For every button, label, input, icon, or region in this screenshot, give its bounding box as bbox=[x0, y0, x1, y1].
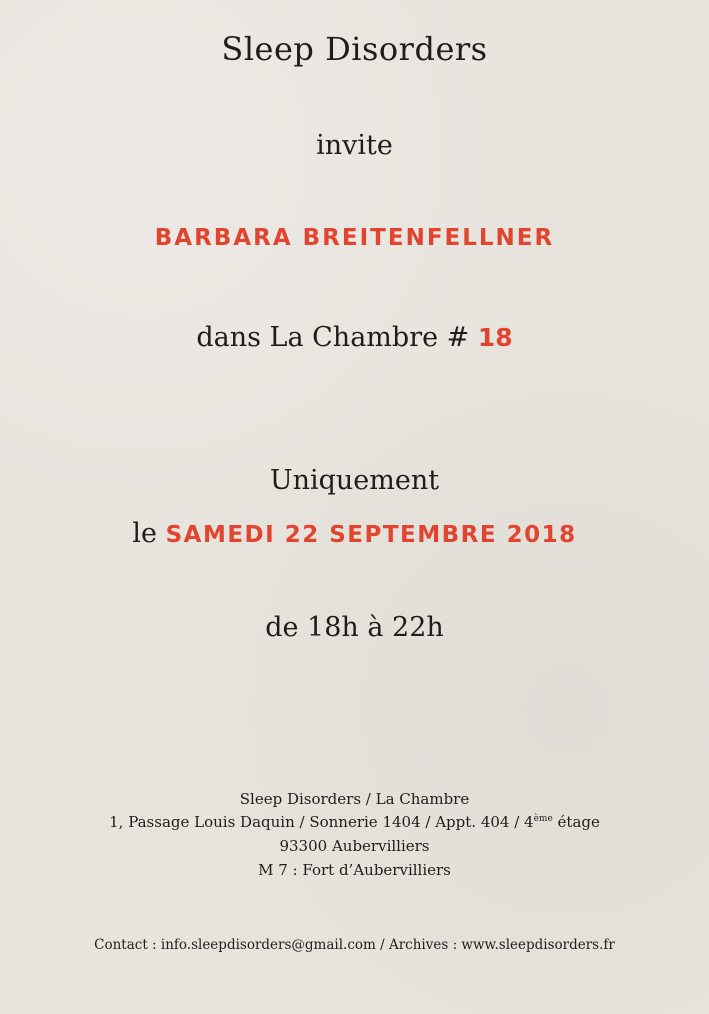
uniquement-text: Uniquement bbox=[269, 465, 440, 496]
artist-name: BARBARA BREITENFELLNER bbox=[154, 225, 555, 251]
venue-prefix: dans La Chambre # bbox=[196, 322, 470, 353]
address-line-1: Sleep Disorders / La Chambre bbox=[239, 790, 470, 808]
venue-number: 18 bbox=[477, 323, 513, 352]
venue-line bbox=[0, 322, 709, 353]
address-line-2-main: 1, Passage Louis Daquin / Sonnerie 1404 / Appt. 404 / 4 bbox=[109, 813, 534, 831]
address-line-2 bbox=[0, 813, 709, 831]
address-line-2-end: étage bbox=[552, 813, 600, 831]
page-title: Sleep Disorders bbox=[221, 30, 488, 68]
address-line-2-sup: ème bbox=[533, 814, 553, 824]
address-line-3: 93300 Aubervilliers bbox=[279, 837, 430, 855]
invite-text: invite bbox=[316, 130, 393, 161]
event-hours: de 18h à 22h bbox=[265, 612, 444, 643]
event-date: SAMEDI 22 SEPTEMBRE 2018 bbox=[165, 522, 577, 548]
address-line-4: M 7 : Fort d’Aubervilliers bbox=[258, 861, 451, 879]
date-prefix: le bbox=[132, 518, 157, 549]
contact-line: Contact : info.sleepdisorders@gmail.com / Archives : www.sleepdisorders.fr bbox=[94, 937, 615, 953]
date-line bbox=[0, 518, 709, 549]
